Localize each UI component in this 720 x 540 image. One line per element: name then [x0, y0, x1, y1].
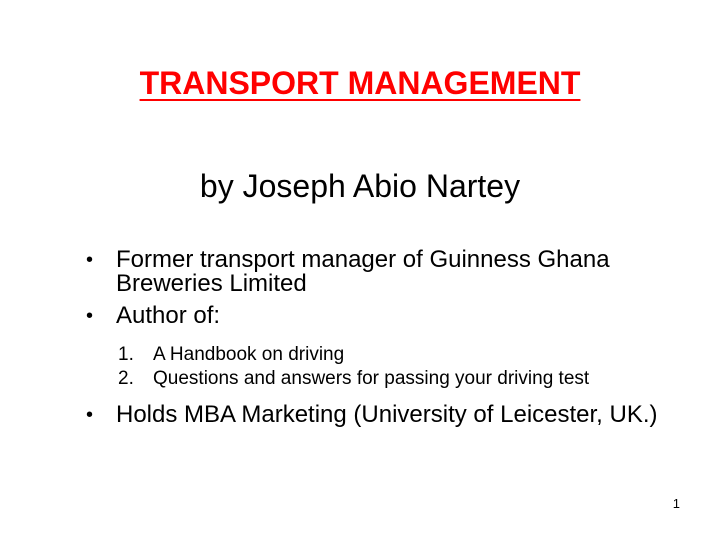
numbered-item: [118, 368, 686, 389]
page-number: 1: [672, 496, 680, 511]
bullet-item: [86, 248, 686, 296]
bullet-text: Author of:: [116, 302, 221, 329]
bullet-marker: •: [86, 249, 94, 271]
slide-title: TRANSPORT MANAGEMENT: [139, 65, 581, 101]
numbered-item: [118, 344, 686, 365]
numbered-sublist: [118, 344, 686, 389]
item-number: 2.: [118, 368, 134, 389]
slide-subtitle: by Joseph Abio Nartey: [199, 168, 521, 204]
bullet-text: Former transport manager of Guinness Ghana Breweries Limited: [116, 246, 610, 297]
bullet-item: [86, 304, 686, 328]
item-text: A Handbook on driving: [153, 344, 345, 365]
bullet-list: [86, 248, 686, 435]
bullet-marker: •: [86, 404, 94, 426]
bullet-item: [86, 403, 686, 427]
item-number: 1.: [118, 344, 134, 365]
bullet-marker: •: [86, 305, 94, 327]
bullet-text: Holds MBA Marketing (University of Leicester, UK.): [116, 401, 658, 428]
item-text: Questions and answers for passing your driving test: [153, 368, 590, 389]
